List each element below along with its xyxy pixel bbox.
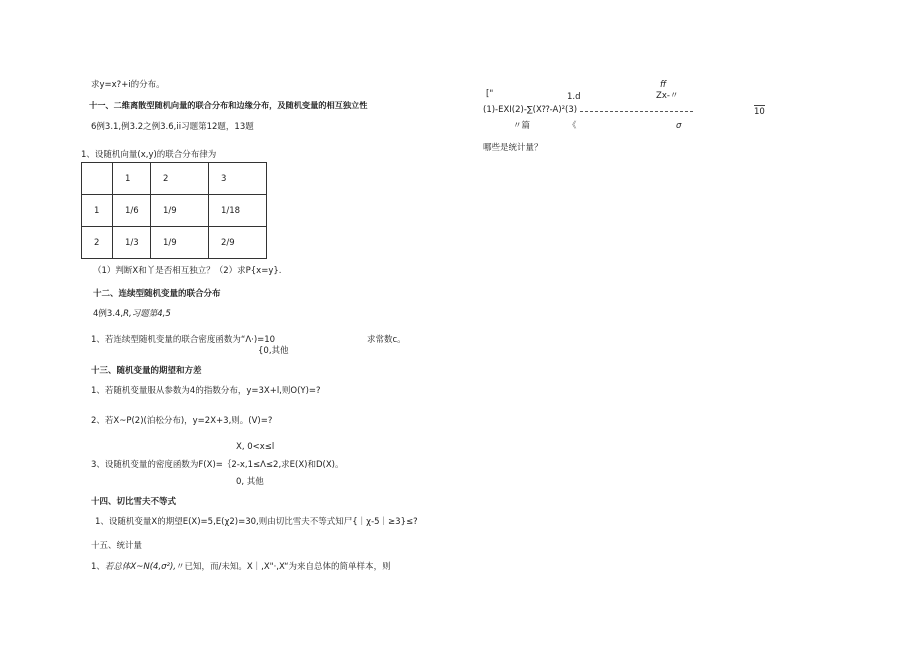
- right-fragment-bracket: [": [486, 89, 494, 99]
- right-formula-line: (1)-EXI(2)-∑(X⁇-A)²(3): [483, 105, 578, 115]
- table-row: [82, 163, 267, 195]
- table-cell: 1/9: [151, 227, 209, 259]
- table-cell: 1: [82, 195, 113, 227]
- section-12-question-1-tail: 求常数c。: [367, 335, 406, 345]
- section-12-title: 十二、连续型随机变量的联合分布: [93, 289, 221, 299]
- section-11-question-1: 1、设随机向量(x,y)的联合分布律为: [81, 150, 217, 160]
- section-11-title: 十一、二维离散型随机向量的联合分布和边缘分布，及随机变量的相互独立性: [89, 100, 368, 110]
- section-15-title: 十五、统计量: [91, 541, 143, 551]
- section-12-question-1: 1、若连续型随机变量的联合密度函数为“Λ·)=10: [91, 335, 276, 345]
- section-14-title: 十四、切比雪夫不等式: [91, 497, 177, 507]
- right-fragment-ff: ff: [660, 80, 667, 90]
- table-cell: 2: [151, 163, 209, 195]
- right-fragment-one: 1.d: [567, 92, 581, 102]
- right-fragment-quote: 《: [568, 121, 577, 131]
- right-fragment-sigma: σ: [676, 121, 682, 131]
- section-13-question-3-piece-1: X, 0<x≤l: [236, 442, 275, 452]
- table-cell: 1/9: [151, 195, 209, 227]
- section-13-question-3-piece-3: 0, 其他: [236, 477, 264, 487]
- intro-line: 求y=x?+i的分布。: [91, 80, 165, 90]
- section-13-question-2: 2、若X~P(2)(泊松分布)，y=2X+3,则。(V)=?: [91, 416, 273, 426]
- table-cell: 2: [82, 227, 113, 259]
- section-13-question-3: 3、设随机变量的密度函数为F(X)=｛2-x,1≤Λ≤2,求E(X)和D(X)。: [91, 460, 344, 470]
- right-fragment-zx: Zx-〃: [656, 91, 679, 101]
- table-cell: [82, 163, 113, 195]
- section-11-question-1-parts: （1）判断X和丫是否相互独立？（2）求P{x=y}.: [93, 266, 282, 276]
- section-15-question-1: 1、若总体X~N(4,σ²),〃已知，而/未知。X｜,X"·,X“为来自总体的简单样本，则: [91, 562, 391, 572]
- section-12-ref: 4例3.4,R,习题第4,5: [93, 309, 171, 319]
- section-11-ref: 6例3.1,例3.2之例3.6,ii习题第12题，13题: [91, 122, 254, 132]
- table-cell: 1/18: [209, 195, 267, 227]
- right-fragment-ten: 10: [754, 107, 765, 117]
- section-13-question-1: 1、若随机变量服从参数为4的指数分布，y=3X+l,则O(Y)=?: [91, 386, 321, 396]
- section-12-question-1-otherwise: {0,其他: [258, 346, 289, 356]
- table-cell: 3: [209, 163, 267, 195]
- table-cell: 1: [113, 163, 151, 195]
- section-13-title: 十三、随机变量的期望和方差: [91, 366, 202, 376]
- table-row: [82, 227, 267, 259]
- right-fragment-hash: 〃篇: [513, 121, 531, 131]
- joint-distribution-table: [81, 162, 267, 259]
- formula-dash-line: [580, 111, 693, 112]
- table-cell: 2/9: [209, 227, 267, 259]
- table-cell: 1/3: [113, 227, 151, 259]
- section-14-question-1: 1、设随机变量X的期望E(X)=5,E(χ2)=30,则由切比雪夫不等式知尸{｜χ-5｜≥3}≤?: [95, 517, 418, 527]
- table-cell: 1/6: [113, 195, 151, 227]
- table-row: [82, 195, 267, 227]
- right-question: 哪些是统计量？: [483, 143, 543, 153]
